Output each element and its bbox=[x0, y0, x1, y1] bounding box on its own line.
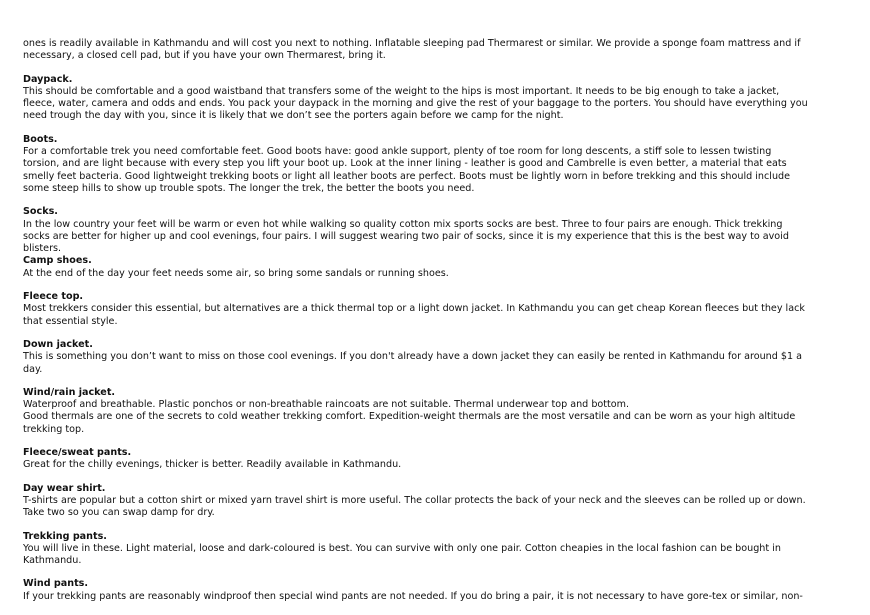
section-body: This is something you don’t want to miss on those cool evenings. If you don't already have a down jacket they can easily be rented in Kathmandu for around $1 a day. bbox=[23, 351, 803, 375]
section-fleece-top bbox=[23, 291, 808, 328]
section-body: For a comfortable trek you need comfortable feet. Good boots have: good ankle support, plenty of toe room for long descents, a stiff sole to lessen twisting torsion, and are light because with every step you lift your boot up. Look at the inner lining - leather is good and Cambrelle is even better, a material that eats smelly feet bacteria. Good lightweight trekking boots or light all leather boots are perfect. Boots must be lightly worn in before trekking and this should include some steep hills to show up trouble spots. The longer the trek, the better the boots you need. bbox=[23, 146, 791, 194]
section-wind-rain-jacket bbox=[23, 387, 808, 436]
section-heading: Trekking pants. bbox=[23, 530, 107, 542]
section-trekking-pants bbox=[23, 531, 808, 568]
section-heading: Day wear shirt. bbox=[23, 482, 106, 494]
section-camp-shoes bbox=[23, 255, 808, 280]
section-heading: Fleece/sweat pants. bbox=[23, 447, 132, 459]
section-socks bbox=[23, 206, 808, 255]
intro-paragraph: ones is readily available in Kathmandu and will cost you next to nothing. Inflatable sleeping pad Thermarest or similar. We provide a sponge foam mattress and if necessary, a closed cell pad, but if you have your own Thermarest, bring it. bbox=[23, 38, 801, 62]
section-body: Waterproof and breathable. Plastic ponchos or non-breathable raincoats are not suitable. Thermal underwear top and bottom. bbox=[23, 399, 630, 411]
section-body: T-shirts are popular but a cotton shirt or mixed yarn travel shirt is more useful. The collar protects the back of your neck and the sleeves can be rolled up or down. Take two so you can swap damp for dry. bbox=[23, 494, 806, 519]
section-heading: Wind/rain jacket. bbox=[23, 386, 116, 398]
section-down-jacket bbox=[23, 339, 808, 376]
section-wind-pants bbox=[23, 578, 808, 603]
section-day-wear-shirt bbox=[23, 483, 808, 520]
section-heading: Socks. bbox=[23, 206, 58, 218]
section-heading: Camp shoes. bbox=[23, 255, 92, 267]
section-body: You will live in these. Light material, loose and dark-coloured is best. You can survive with only one pair. Cotton cheapies in the local fashion can be bought in Kathmandu. bbox=[23, 542, 781, 567]
document-page bbox=[23, 38, 808, 603]
section-body-extra: Good thermals are one of the secrets to cold weather trekking comfort. Expedition-weight thermals are the most versatile and can be worn as your high altitude trekking top. bbox=[23, 411, 796, 435]
section-heading: Fleece top. bbox=[23, 291, 84, 303]
section-body: If your trekking pants are reasonably windproof then special wind pants are not needed. If you do bring a pair, it is not necessary to have gore-tex or similar, non- bbox=[23, 590, 803, 602]
section-body: In the low country your feet will be warm or even hot while walking so quality cotton mix sports socks are best. Three to four pairs are enough. Thick trekking socks are better for higher up and cool evenings, four pairs. I will suggest wearing two pair of socks, since it is my experience that this is the best way to avoid blisters. bbox=[23, 218, 789, 255]
section-body: Great for the chilly evenings, thicker is better. Readily available in Kathmandu. bbox=[23, 459, 402, 471]
section-fleece-sweat-pants bbox=[23, 447, 808, 472]
section-heading: Down jacket. bbox=[23, 338, 93, 350]
section-boots bbox=[23, 134, 808, 195]
section-body: At the end of the day your feet needs some air, so bring some sandals or running shoes. bbox=[23, 267, 449, 279]
section-heading: Boots. bbox=[23, 133, 58, 145]
section-heading: Wind pants. bbox=[23, 578, 89, 590]
section-body: This should be comfortable and a good waistband that transfers some of the weight to the hips is most important. It needs to be big enough to take a jacket, fleece, water, camera and odds and ends. You pack your daypack in the morning and give the rest of your baggage to the porters. You should have everything you need trough the day with you, since it is likely that we don’t see the porters again before we camp for the night. bbox=[23, 85, 808, 122]
section-heading: Daypack. bbox=[23, 73, 73, 85]
section-body: Most trekkers consider this essential, but alternatives are a thick thermal top or a light down jacket. In Kathmandu you can get cheap Korean fleeces but they lack that essential style. bbox=[23, 303, 805, 327]
section-daypack bbox=[23, 74, 808, 123]
